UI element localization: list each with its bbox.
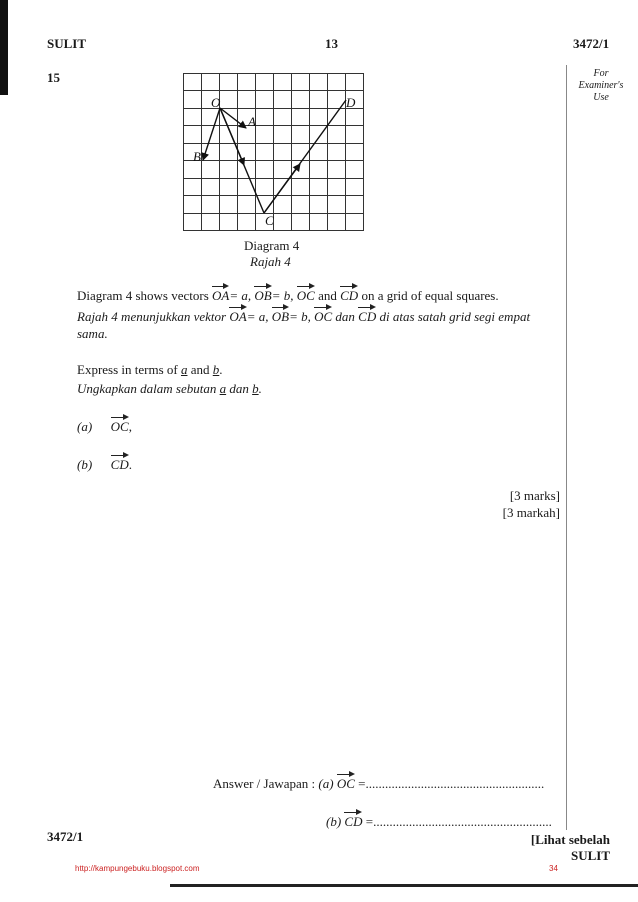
stem-en-and: and <box>318 288 337 303</box>
part-a-label: (a) <box>77 419 93 434</box>
vector-grid-diagram <box>180 70 370 232</box>
vector-ob <box>203 108 220 160</box>
diagram-caption-ms: Rajah 4 <box>250 254 291 269</box>
eq-a: = a, <box>229 288 252 303</box>
point-label-c: C <box>265 213 274 228</box>
part-b-end: . <box>128 457 132 472</box>
part-a-vector: OC <box>111 416 129 434</box>
express-instruction-ms <box>77 381 262 396</box>
footer-lihat: [Lihat sebelah <box>530 832 610 847</box>
vector-label-cd-ms: CD <box>358 306 376 324</box>
question-stem-en <box>77 285 499 303</box>
express-en-b: b <box>212 362 220 377</box>
eq-b-ms: = b, <box>289 309 311 324</box>
answer-part-b: (b) <box>326 814 342 829</box>
vector-label-ob: OB <box>254 285 271 303</box>
vector-label-oc-ms: OC <box>314 306 332 324</box>
express-ms-prefix: Ungkapkan dalam sebutan <box>77 381 217 396</box>
footer-page-number: 34 <box>549 864 558 873</box>
vector-label-oa: OA <box>212 285 229 303</box>
header-sulit: SULIT <box>47 36 87 51</box>
footer-sulit: SULIT <box>570 848 610 863</box>
vector-label-cd: CD <box>340 285 358 303</box>
express-en-end: . <box>219 362 223 377</box>
express-ms-b: b <box>252 381 259 396</box>
answer-vector-cd: CD <box>344 811 362 829</box>
examiner-column-line <box>566 65 567 830</box>
answer-vector-oc: OC <box>337 773 355 791</box>
eq-b: = b, <box>271 288 294 303</box>
examiner-line-2: Examiner's <box>578 80 624 91</box>
marks-ms: [3 markah] <box>502 505 560 520</box>
part-b-label: (b) <box>77 457 93 472</box>
footer-url-link[interactable]: http://kampungebuku.blogspot.com <box>75 864 200 873</box>
stem-en-suffix: on a grid of equal squares. <box>361 288 499 303</box>
stem-ms-line2: sama. <box>77 326 108 341</box>
footer-rule <box>170 884 638 887</box>
point-label-o: O <box>211 95 221 110</box>
answer-label: Answer / Jawapan : <box>213 776 316 791</box>
vector-arrows <box>203 100 346 213</box>
diagram-caption-en: Diagram 4 <box>244 238 300 253</box>
point-label-b: B <box>193 149 201 164</box>
answer-blank-a[interactable]: =....................................................... <box>358 776 545 791</box>
header-code: 3472/1 <box>573 36 610 51</box>
question-number: 15 <box>47 70 60 85</box>
question-stem-ms <box>77 306 530 324</box>
part-b <box>77 454 132 472</box>
vector-label-oa-ms: OA <box>229 306 246 324</box>
examiner-line-3: Use <box>593 92 609 103</box>
answer-line-b <box>326 811 552 829</box>
part-a-end: , <box>128 419 132 434</box>
vector-label-ob-ms: OB <box>272 306 289 324</box>
examiner-box <box>568 68 634 104</box>
vector-label-oc: OC <box>297 285 315 303</box>
examiner-line-1: For <box>593 68 609 79</box>
express-ms-dan: dan <box>229 381 249 396</box>
answer-line-a <box>213 773 544 791</box>
footer-code: 3472/1 <box>47 829 84 844</box>
express-ms-end: . <box>258 381 262 396</box>
marks-en: [3 marks] <box>509 488 560 503</box>
stem-ms-dan: dan <box>335 309 355 324</box>
express-en-prefix: Express in terms of <box>77 362 178 377</box>
part-a <box>77 416 132 434</box>
binding-mark <box>0 0 8 95</box>
express-en-a: a <box>180 362 188 377</box>
express-en-and: and <box>190 362 210 377</box>
stem-ms-prefix: Rajah 4 menunjukkan vektor <box>77 309 227 324</box>
eq-a-ms: = a, <box>246 309 269 324</box>
stem-ms-suffix: di atas satah grid segi empat <box>379 309 531 324</box>
point-label-d: D <box>346 95 356 110</box>
part-b-vector: CD <box>111 454 129 472</box>
stem-en-prefix: Diagram 4 shows vectors <box>77 288 209 303</box>
point-label-a: A <box>248 114 256 129</box>
answer-part-a: (a) <box>318 776 334 791</box>
vector-cd-head <box>264 164 300 213</box>
express-ms-a: a <box>219 381 227 396</box>
header-page-number: 13 <box>325 36 338 51</box>
express-instruction-en <box>77 362 223 377</box>
answer-blank-b[interactable]: =....................................................... <box>365 814 552 829</box>
